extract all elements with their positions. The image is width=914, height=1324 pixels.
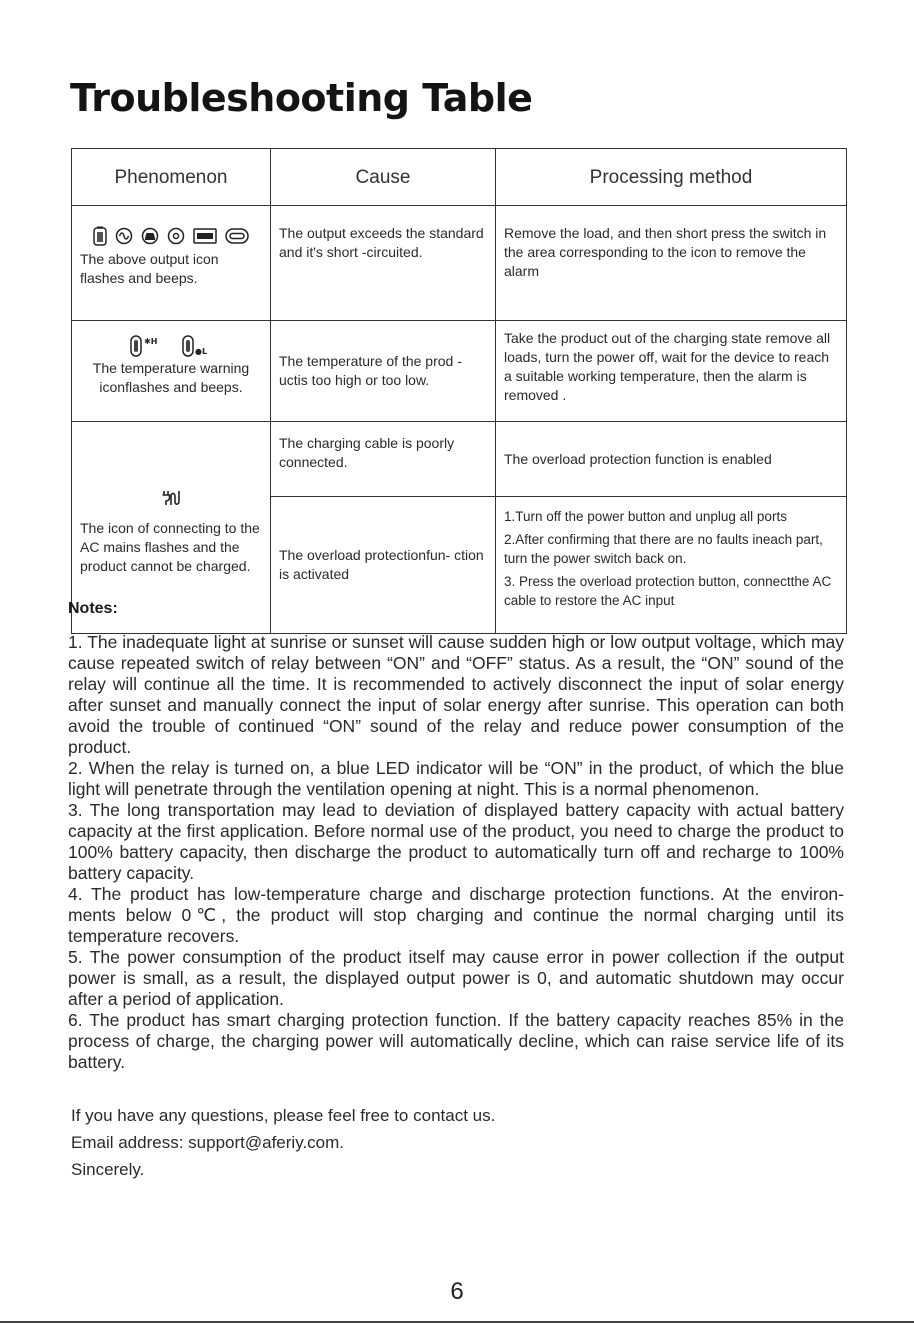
page-title: Troubleshooting Table xyxy=(70,76,533,120)
phenomenon-text: The above output icon flashes and beeps. xyxy=(80,251,219,286)
bottom-divider xyxy=(0,1321,914,1323)
header-phenomenon: Phenomenon xyxy=(72,149,271,206)
method-step-2: 2.After confirming that there are no faults ineach part, turn the power switch back on. xyxy=(504,532,823,566)
battery-output-icon xyxy=(93,226,107,246)
note-item: 6. The product has smart charging protection function. If the battery capacity reaches 85% in the process of charge, the charging power will automatically decline, which can raise service life of its battery. xyxy=(68,1010,844,1072)
notes-heading: Notes: xyxy=(68,600,118,617)
troubleshooting-table xyxy=(71,148,847,634)
header-processing-method: Processing method xyxy=(496,149,847,206)
ac-mains-plug-icon xyxy=(161,488,181,508)
cause-cell xyxy=(271,206,496,321)
method-cell xyxy=(496,321,847,422)
usb-c-output-icon xyxy=(225,228,249,244)
ac-output-icon xyxy=(115,227,133,245)
method-cell xyxy=(496,206,847,321)
method-step-1: 1.Turn off the power button and unplug all ports xyxy=(504,509,787,524)
output-icons-group xyxy=(80,226,262,246)
contact-line: If you have any questions, please feel free to contact us. xyxy=(71,1106,496,1125)
method-cell xyxy=(496,497,847,634)
note-item: 1. The inadequate light at sunrise or sunset will cause sudden high or low output voltage, which may cause repeated switch of relay between “ON” and “OFF” status. As a result, the “ON” sound of the relay will continue all the time. It is recommended to actively disconnect the input of solar energy after sunset and manually connect the input of solar energy after sunrise. This operation can both avoid the trouble of continued “ON” sound of the relay and reduce power consumption of the product. xyxy=(68,632,844,757)
phenomenon-text: The temperature warning iconflashes and beeps. xyxy=(92,360,250,395)
cause-text: The charging cable is poorly connected. xyxy=(279,435,455,470)
svg-text:●L: ●L xyxy=(195,347,208,356)
method-text: The overload protection function is enabled xyxy=(504,450,772,467)
table-header-row xyxy=(72,149,847,206)
signoff-line: Sincerely. xyxy=(71,1160,145,1179)
cause-text: The output exceeds the standard and it's short -circuited. xyxy=(279,225,484,260)
table-row xyxy=(72,206,847,321)
note-item: 2. When the relay is turned on, a blue LED indicator will be “ON” in the product, of which the blue light will penetrate through the ventilation opening at night. This is a normal phenomenon. xyxy=(68,758,844,799)
method-text: Remove the load, and then short press the switch in the area corresponding to the icon to remove the alarm xyxy=(504,225,827,279)
note-item: 5. The power consumption of the product itself may cause error in power collection if the output power is small, as a result, the displayed output power is 0, and automatic shutdown may occur after a period of application. xyxy=(68,947,844,1009)
cause-cell xyxy=(271,497,496,634)
temperature-low-icon xyxy=(182,335,212,357)
contact-block xyxy=(71,1102,495,1183)
method-step-3: 3. Press the overload protection button, connectthe AC cable to restore the AC input xyxy=(504,574,832,608)
method-cell xyxy=(496,422,847,497)
cause-text: The overload protectionfun- ction is activated xyxy=(279,547,484,582)
phenomenon-cell xyxy=(72,206,271,321)
dc-output-icon xyxy=(167,227,185,245)
phenomenon-text: The icon of connecting to the AC mains flashes and the product cannot be charged. xyxy=(80,519,260,574)
phenomenon-cell xyxy=(72,321,271,422)
method-text: Take the product out of the charging state remove all loads, turn the power off, wait for the device to reach a suitable working temperature, then the alarm is removed . xyxy=(504,330,831,403)
note-item: 3. The long transportation may lead to deviation of displayed battery capacity with actual battery capacity at the first application. Before normal use of the product, you need to charge the product to 100% battery capacity, then discharge the product to automatically turn off and recharge to 100% battery capacity. xyxy=(68,800,844,883)
table-row xyxy=(72,422,847,497)
email-line: Email address: support@aferiy.com. xyxy=(71,1133,344,1152)
ac-mains-icon-wrap xyxy=(80,488,262,513)
cause-text: The temperature of the prod -uctis too high or too low. xyxy=(279,353,462,388)
note-item: 4. The product has low-temperature charge and discharge protection functions. At the environ- ments below 0℃, the product will stop charging and continue the normal charging until its temperature recovers. xyxy=(68,884,844,946)
table-row xyxy=(72,321,847,422)
temperature-high-icon xyxy=(130,335,160,357)
page-number: 6 xyxy=(450,1278,464,1305)
header-cause: Cause xyxy=(271,149,496,206)
notes-list xyxy=(68,632,844,1073)
temperature-icons-group xyxy=(80,335,262,357)
car-output-icon xyxy=(141,227,159,245)
cause-cell xyxy=(271,422,496,497)
svg-text:✱H: ✱H xyxy=(144,337,158,346)
cause-cell xyxy=(271,321,496,422)
usb-output-icon xyxy=(193,228,217,244)
